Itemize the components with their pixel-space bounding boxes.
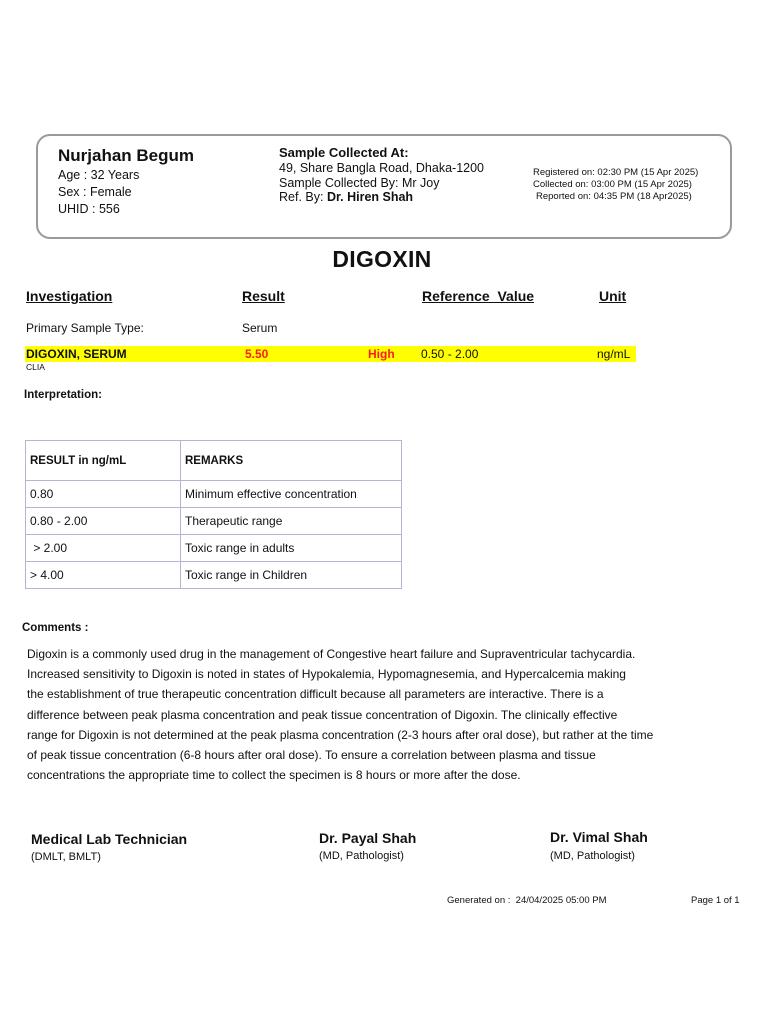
interpretation-table bbox=[25, 440, 402, 589]
table-row bbox=[26, 535, 402, 562]
generated-on: Generated on : 24/04/2025 05:00 PM bbox=[447, 895, 607, 906]
patient-name: Nurjahan Begum bbox=[58, 146, 195, 165]
column-investigation: Investigation bbox=[26, 288, 113, 304]
test-unit: ng/mL bbox=[597, 347, 631, 361]
table-cell-remarks: Minimum effective concentration bbox=[181, 481, 402, 508]
page-number: Page 1 of 1 bbox=[691, 895, 740, 906]
test-reference: 0.50 - 2.00 bbox=[421, 347, 479, 361]
column-unit: Unit bbox=[599, 288, 627, 304]
table-header-result: RESULT in ng/mL bbox=[26, 441, 181, 481]
sample-collected-title: Sample Collected At: bbox=[279, 145, 409, 160]
comment-line: of peak tissue concentration (6-8 hours after oral dose). To ensure a correlation between plasma and tissue bbox=[27, 748, 596, 763]
patient-sex: Sex : Female bbox=[58, 185, 132, 199]
column-reference-value: Reference Value bbox=[422, 288, 535, 304]
comment-line: Digoxin is a commonly used drug in the management of Congestive heart failure and Supraventricular tachycardia. bbox=[27, 647, 636, 661]
referred-by-label: Ref. By: bbox=[279, 190, 327, 204]
comment-line: difference between peak plasma concentration and peak tissue concentration of Digoxin. The clinically effective bbox=[27, 707, 618, 722]
comment-line: Increased sensitivity to Digoxin is noted in states of Hypokalemia, Hypomagnesemia, and Hypercalcemia making bbox=[27, 667, 626, 682]
test-flag: High bbox=[368, 347, 395, 361]
interpretation-label: Interpretation: bbox=[24, 389, 102, 401]
sample-type-value: Serum bbox=[242, 321, 278, 335]
sample-address: 49, Share Bangla Road, Dhaka-1200 bbox=[279, 161, 485, 175]
sample-type-label: Primary Sample Type: bbox=[26, 321, 144, 335]
signature-pathologist-2-name: Dr. Vimal Shah bbox=[550, 829, 648, 845]
referred-by bbox=[279, 190, 413, 204]
table-cell-result: > 4.00 bbox=[26, 562, 181, 589]
test-name: DIGOXIN, SERUM bbox=[26, 347, 127, 361]
sample-collected-by: Sample Collected By: Mr Joy bbox=[279, 176, 440, 190]
comment-line: range for Digoxin is not determined at the peak plasma concentration (2-3 hours after oral dose), but rather at the time bbox=[27, 727, 654, 742]
table-cell-result: 0.80 bbox=[26, 481, 181, 508]
signature-pathologist-1-degree: (MD, Pathologist) bbox=[319, 850, 404, 862]
table-header-row bbox=[26, 441, 402, 481]
reported-date: Reported on: 04:35 PM (18 Apr2025) bbox=[536, 191, 692, 202]
table-row bbox=[26, 481, 402, 508]
comments-label: Comments : bbox=[22, 622, 89, 634]
signature-technician-name: Medical Lab Technician bbox=[31, 831, 188, 847]
column-result: Result bbox=[242, 288, 285, 304]
patient-uhid: UHID : 556 bbox=[58, 202, 120, 216]
comment-line: the establishment of true therapeutic concentration difficult because all parameters are interactive. There is a bbox=[27, 687, 604, 702]
comments-body bbox=[27, 644, 711, 785]
table-cell-remarks: Therapeutic range bbox=[181, 508, 402, 535]
table-cell-remarks: Toxic range in Children bbox=[181, 562, 402, 589]
test-result: 5.50 bbox=[245, 347, 269, 361]
patient-age: Age : 32 Years bbox=[58, 168, 140, 182]
comment-line: concentrations the appropriate time to collect the specimen is 8 hours or more after the dose. bbox=[27, 768, 521, 783]
referred-by-doctor: Dr. Hiren Shah bbox=[326, 190, 414, 204]
report-title: DIGOXIN bbox=[332, 246, 432, 272]
signature-pathologist-2-degree: (MD, Pathologist) bbox=[550, 850, 635, 862]
table-cell-result: > 2.00 bbox=[26, 535, 181, 562]
registered-date: Registered on: 02:30 PM (15 Apr 2025) bbox=[533, 167, 699, 178]
table-header-remarks: REMARKS bbox=[181, 441, 402, 481]
signature-pathologist-1-name: Dr. Payal Shah bbox=[319, 830, 417, 846]
table-row bbox=[26, 508, 402, 535]
test-method: CLIA bbox=[26, 362, 45, 372]
table-row bbox=[26, 562, 402, 589]
collected-date: Collected on: 03:00 PM (15 Apr 2025) bbox=[533, 179, 692, 190]
table-cell-remarks: Toxic range in adults bbox=[181, 535, 402, 562]
signature-technician-degree: (DMLT, BMLT) bbox=[31, 851, 101, 863]
table-cell-result: 0.80 - 2.00 bbox=[26, 508, 181, 535]
